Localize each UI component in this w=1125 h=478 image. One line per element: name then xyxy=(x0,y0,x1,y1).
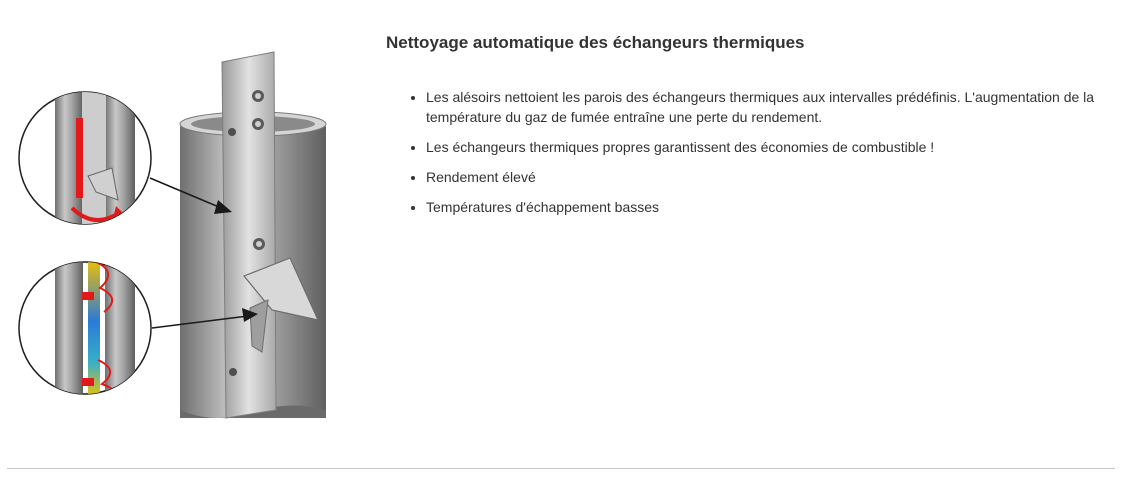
feature-section xyxy=(386,33,1116,227)
divider xyxy=(7,468,1115,469)
list-item: • Températures d'échappement basses xyxy=(426,197,1116,217)
list-item: • Les échangeurs thermiques propres garantissent des économies de combustible ! xyxy=(426,137,1116,157)
feature-list xyxy=(386,87,1116,217)
list-item: • Les alésoirs nettoient les parois des échangeurs thermiques aux intervalles prédéfinis. L'augmentation de la température du gaz de fumée entraîne une perte du rendement. xyxy=(426,87,1116,127)
list-item: • Rendement élevé xyxy=(426,167,1116,187)
section-title: Nettoyage automatique des échangeurs thermiques xyxy=(386,33,805,52)
heat-exchanger-illustration xyxy=(0,0,380,440)
detail-circle-reamer xyxy=(19,80,151,240)
turbulator-plate xyxy=(222,52,276,418)
detail-circle-heat-flow xyxy=(19,250,151,410)
